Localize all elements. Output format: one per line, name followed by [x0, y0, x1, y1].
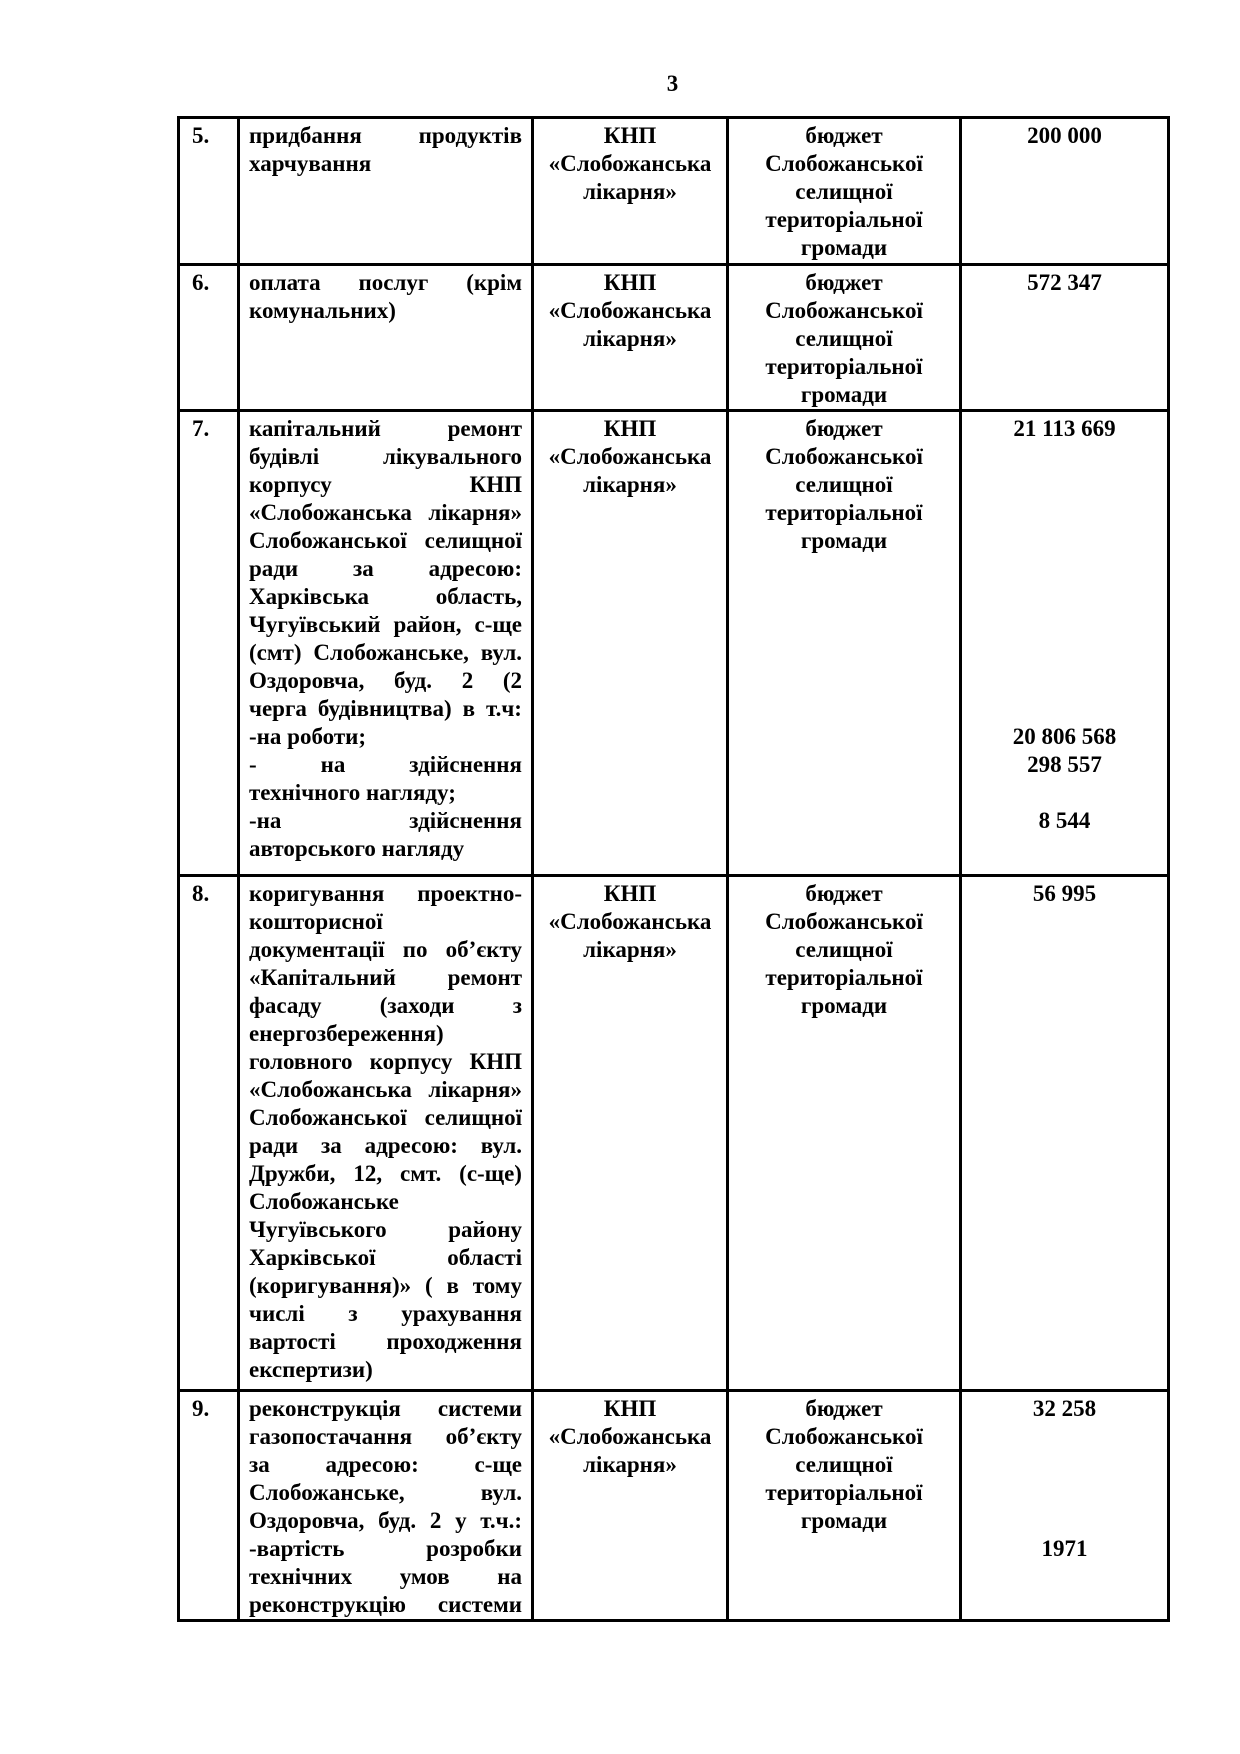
description-line: числі з урахування: [249, 1301, 522, 1326]
description-line: Слобожанське, вул.: [249, 1480, 522, 1505]
row-number: 7.: [192, 416, 210, 441]
description-line: -на здійснення: [249, 808, 522, 833]
description-line: Оздоровча, буд. 2 (2: [249, 668, 522, 693]
amount-line: 1971: [1041, 1536, 1088, 1561]
amount-line: [971, 499, 1158, 527]
row-number: 5.: [192, 123, 210, 148]
description-line: вартості проходження: [249, 1329, 522, 1354]
executor-line: КНП: [603, 123, 657, 148]
row-number: 9.: [192, 1396, 210, 1421]
row-number-cell: [179, 118, 239, 265]
funding-source-cell: [728, 1391, 961, 1621]
amount-line: [971, 1479, 1158, 1507]
description-line: технічного нагляду;: [249, 780, 456, 805]
description-line: Харківська область,: [249, 584, 522, 609]
funding-source-line: Слобожанської: [765, 151, 923, 176]
amount-line: 32 258: [1032, 1396, 1097, 1421]
amount-line: 572 347: [1027, 270, 1102, 295]
funding-source-line: громади: [800, 993, 888, 1018]
description-cell: [239, 411, 533, 876]
amount-line: [971, 471, 1158, 499]
description-line: за адресою: с-ще: [249, 1452, 522, 1477]
description-line: «Слобожанська лікарня»: [249, 500, 522, 525]
description-line: -на роботи;: [249, 724, 367, 749]
description-line: комунальних): [249, 298, 396, 323]
description-line: експертизи): [249, 1357, 373, 1382]
description-line: Чугуївського району: [249, 1217, 522, 1242]
description-line: (коригування)» ( в тому: [249, 1273, 522, 1298]
row-number-cell: [179, 411, 239, 876]
description-line: авторського нагляду: [249, 836, 465, 861]
description-line: Оздоровча, буд. 2 у т.ч.:: [249, 1508, 522, 1533]
funding-source-line: Слобожанської: [765, 909, 923, 934]
amount-cell: [961, 411, 1169, 876]
row-number-cell: [179, 1391, 239, 1621]
executor-cell: [533, 1391, 728, 1621]
amount-line: 21 113 669: [1013, 416, 1116, 441]
executor-line: КНП: [603, 1396, 657, 1421]
description-line: ради за адресою: вул.: [249, 1133, 522, 1158]
executor-line: «Слобожанська: [548, 151, 712, 176]
description-line: фасаду (заходи з: [249, 993, 522, 1018]
amount-line: [971, 555, 1158, 583]
executor-line: лікарня»: [583, 326, 677, 351]
table-row: [179, 1391, 1169, 1621]
description-line: - на здійснення: [249, 752, 522, 777]
amount-line: [971, 583, 1158, 611]
executor-line: лікарня»: [583, 472, 677, 497]
row-number: 8.: [192, 881, 210, 906]
executor-line: «Слобожанська: [548, 298, 712, 323]
description-line: -вартість розробки: [249, 1536, 522, 1561]
description-line: Чугуївський район, с-ще: [249, 612, 522, 637]
funding-source-line: територіальної: [765, 500, 923, 525]
description-line: реконструкція системи: [249, 1396, 522, 1421]
description-line: кошторисної: [249, 909, 383, 934]
funding-source-line: бюджет: [805, 881, 883, 906]
funding-source-line: територіальної: [765, 965, 923, 990]
description-line: реконструкцію системи: [249, 1592, 522, 1617]
funding-source-line: селищної: [795, 326, 893, 351]
executor-line: КНП: [603, 416, 657, 441]
funding-source-line: бюджет: [805, 123, 883, 148]
description-line: коригування проектно-: [249, 881, 522, 906]
appropriations-table: [177, 116, 1170, 1622]
amount-line: 56 995: [1032, 881, 1097, 906]
description-line: (смт) Слобожанське, вул.: [249, 640, 522, 665]
items-tbody: [179, 118, 1169, 1621]
executor-cell: [533, 411, 728, 876]
executor-line: КНП: [603, 881, 657, 906]
table-row: [179, 411, 1169, 876]
funding-source-line: селищної: [795, 179, 893, 204]
amount-line: [971, 443, 1158, 471]
description-cell: [239, 876, 533, 1391]
amount-line: [971, 527, 1158, 555]
description-line: оплата послуг (крім: [249, 270, 522, 295]
funding-source-line: селищної: [795, 937, 893, 962]
amount-cell: [961, 876, 1169, 1391]
amount-cell: [961, 118, 1169, 265]
executor-line: «Слобожанська: [548, 909, 712, 934]
amount-line: [971, 779, 1158, 807]
executor-line: «Слобожанська: [548, 444, 712, 469]
funding-source-line: селищної: [795, 1452, 893, 1477]
funding-source-line: Слобожанської: [765, 298, 923, 323]
page-number: 3: [666, 71, 679, 96]
executor-line: лікарня»: [583, 937, 677, 962]
row-number: 6.: [192, 270, 210, 295]
description-line: документації по об’єкту: [249, 937, 522, 962]
description-line: Слобожанської селищної: [249, 528, 522, 553]
description-line: «Слобожанська лікарня»: [249, 1077, 522, 1102]
amount-line: [971, 639, 1158, 667]
funding-source-line: громади: [800, 1508, 888, 1533]
description-line: Дружби, 12, смт. (с-ще): [249, 1161, 522, 1186]
funding-source-line: територіальної: [765, 1480, 923, 1505]
executor-cell: [533, 265, 728, 411]
executor-cell: [533, 118, 728, 265]
description-cell: [239, 118, 533, 265]
funding-source-line: територіальної: [765, 354, 923, 379]
row-number-cell: [179, 876, 239, 1391]
funding-source-cell: [728, 876, 961, 1391]
table-row: [179, 118, 1169, 265]
description-line: Харківської області: [249, 1245, 522, 1270]
amount-line: [971, 667, 1158, 695]
funding-source-line: громади: [800, 528, 888, 553]
executor-line: «Слобожанська: [548, 1424, 712, 1449]
description-line: придбання продуктів: [249, 123, 522, 148]
table-row: [179, 876, 1169, 1391]
description-line: головного корпусу КНП: [249, 1049, 522, 1074]
amount-line: [971, 695, 1158, 723]
description-cell: [239, 1391, 533, 1621]
funding-source-line: територіальної: [765, 207, 923, 232]
amount-line: 200 000: [1027, 123, 1102, 148]
funding-source-cell: [728, 265, 961, 411]
amount-line: [971, 611, 1158, 639]
amount-line: 8 544: [1038, 808, 1091, 833]
funding-source-cell: [728, 118, 961, 265]
amount-cell: [961, 265, 1169, 411]
description-line: газопостачання об’єкту: [249, 1424, 522, 1449]
description-line: Слобожанської селищної: [249, 1105, 522, 1130]
funding-source-line: громади: [800, 382, 888, 407]
description-line: капітальний ремонт: [249, 416, 522, 441]
amount-line: 20 806 568: [1012, 724, 1117, 749]
funding-source-line: бюджет: [805, 416, 883, 441]
funding-source-line: бюджет: [805, 1396, 883, 1421]
funding-source-line: Слобожанської: [765, 1424, 923, 1449]
executor-line: КНП: [603, 270, 657, 295]
description-line: енергозбереження): [249, 1021, 444, 1046]
description-cell: [239, 265, 533, 411]
description-line: Слобожанське: [249, 1189, 399, 1214]
funding-source-line: громади: [800, 235, 888, 260]
description-line: будівлі лікувального: [249, 444, 522, 469]
amount-line: [971, 1451, 1158, 1479]
funding-source-line: Слобожанської: [765, 444, 923, 469]
description-line: ради за адресою:: [249, 556, 522, 581]
amount-line: 298 557: [1027, 752, 1102, 777]
amount-line: [971, 1423, 1158, 1451]
table-row: [179, 265, 1169, 411]
amount-line: [971, 1507, 1158, 1535]
funding-source-line: бюджет: [805, 270, 883, 295]
description-line: корпусу КНП: [249, 472, 522, 497]
description-line: черга будівництва) в т.ч:: [249, 696, 522, 721]
description-line: харчування: [249, 151, 372, 176]
amount-cell: [961, 1391, 1169, 1621]
executor-cell: [533, 876, 728, 1391]
executor-line: лікарня»: [583, 1452, 677, 1477]
executor-line: лікарня»: [583, 179, 677, 204]
funding-source-cell: [728, 411, 961, 876]
description-line: технічних умов на: [249, 1564, 522, 1589]
funding-source-line: селищної: [795, 472, 893, 497]
row-number-cell: [179, 265, 239, 411]
description-line: «Капітальний ремонт: [249, 965, 522, 990]
